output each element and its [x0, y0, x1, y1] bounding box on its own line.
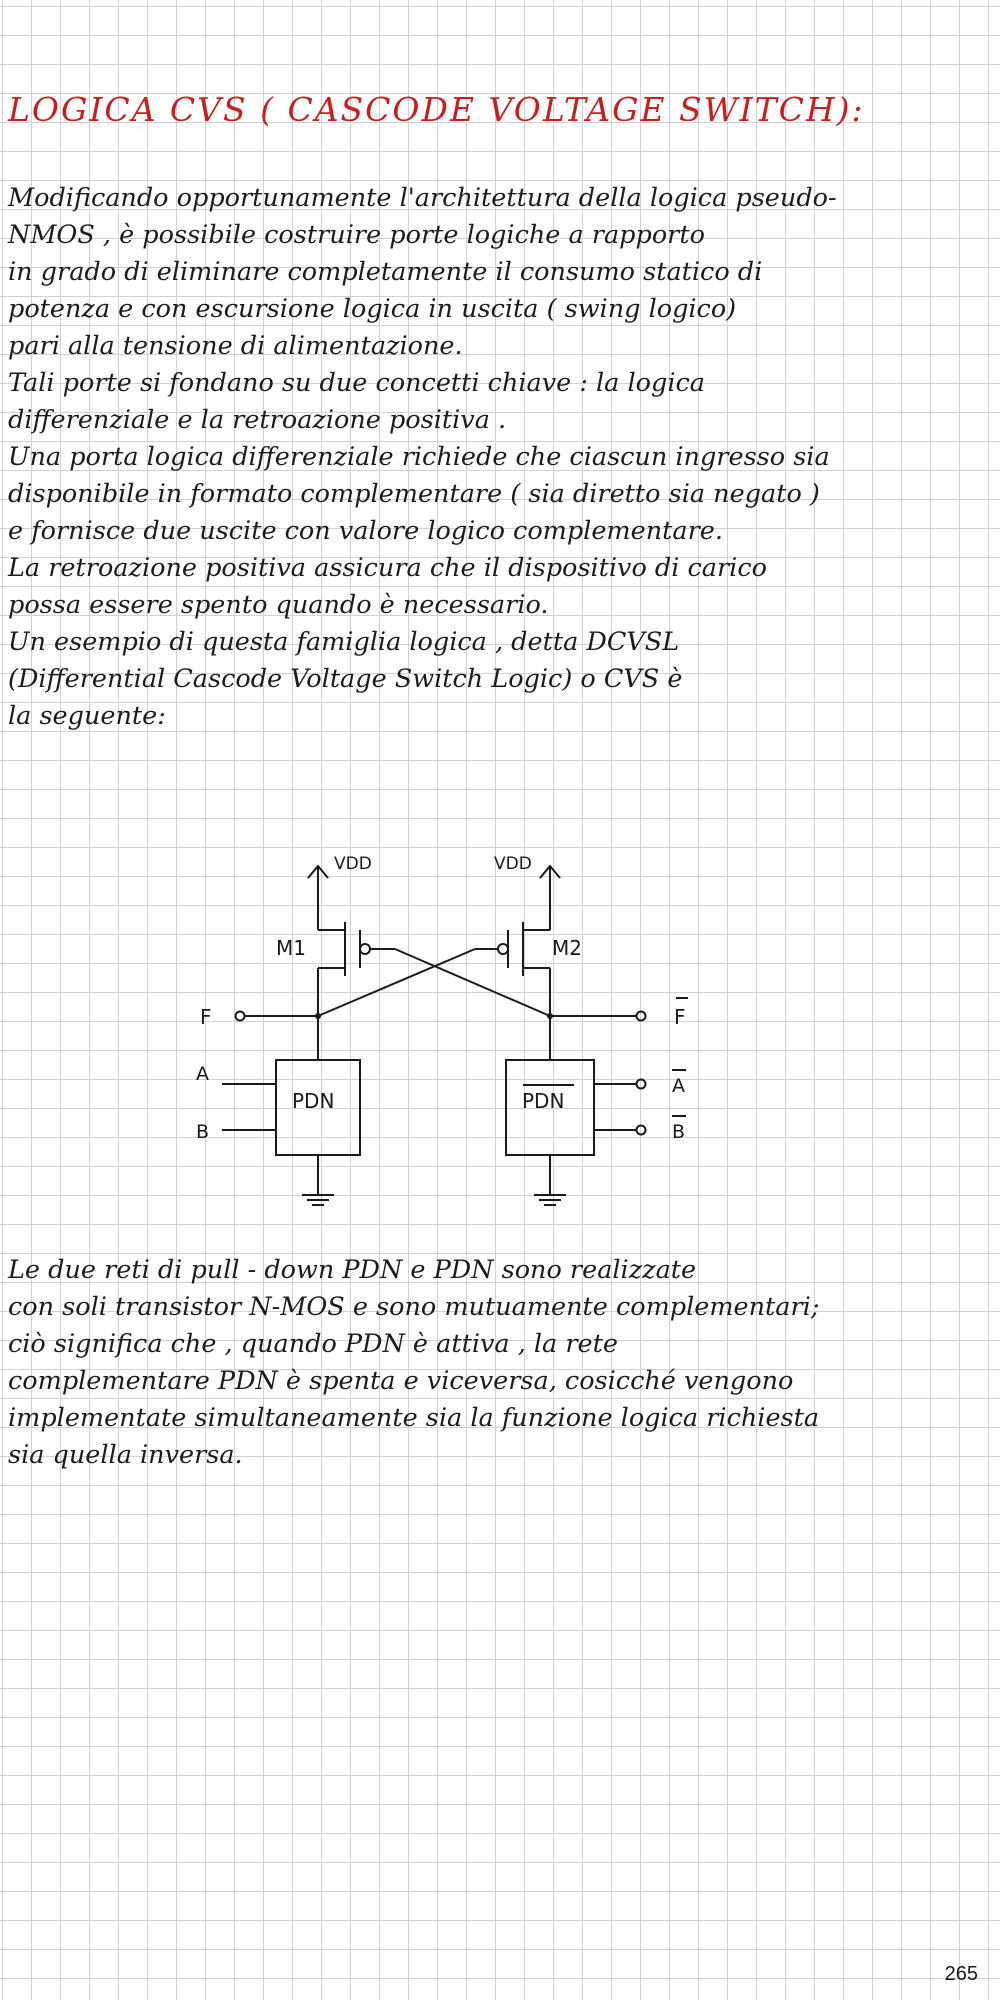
text-line: possa essere spento quando è necessario. [8, 590, 549, 620]
text-line: e fornisce due uscite con valore logico complementare. [8, 516, 723, 546]
text-line: disponibile in formato complementare ( sia diretto sia negato ) [8, 479, 820, 509]
text-line: complementare PDN è spenta e viceversa, cosicché vengono [8, 1366, 794, 1396]
output-f-label: F [200, 1005, 212, 1029]
right-node-dot [547, 1013, 553, 1019]
text-line: implementate simultaneamente sia la funzione logica richiesta [8, 1403, 820, 1433]
text-line: Tali porte si fondano su due concetti chiave : la logica [8, 368, 705, 398]
text-line: con soli transistor N-MOS e sono mutuamente complementari; [8, 1292, 820, 1322]
text-line: Un esempio di questa famiglia logica , detta DCVSL [8, 627, 680, 657]
m2-gate-bubble [498, 944, 508, 954]
pdn-explanation-paragraph [8, 1252, 993, 1474]
text-line: ciò significa che , quando PDN è attiva , la rete [8, 1329, 618, 1359]
output-fbar-label: F [674, 1005, 686, 1029]
input-a-label: A [196, 1063, 209, 1085]
cross-wire-2 [318, 949, 475, 1016]
output-f-terminal [236, 1012, 245, 1021]
m2-label: M2 [552, 936, 582, 960]
m1-gate-bubble [360, 944, 370, 954]
text-line: Una porta logica differenziale richiede che ciascun ingresso sia [8, 442, 830, 472]
m1-label: M1 [276, 936, 306, 960]
text-line: NMOS , è possibile costruire porte logiche a rapporto [8, 220, 705, 250]
dcvsl-circuit-diagram [150, 840, 750, 1220]
output-fbar-terminal [637, 1012, 646, 1021]
pdn-bar-label: PDN [522, 1089, 565, 1113]
text-line: La retroazione positiva assicura che il dispositivo di carico [8, 553, 767, 583]
text-line: la seguente: [8, 701, 166, 731]
input-abar-terminal [637, 1080, 646, 1089]
page-title: LOGICA CVS ( CASCODE VOLTAGE SWITCH): [8, 90, 865, 129]
text-line: Le due reti di pull - down PDN e PDN sono realizzate [8, 1255, 697, 1285]
intro-paragraph [8, 180, 993, 735]
input-bbar-terminal [637, 1126, 646, 1135]
text-line: (Differential Cascode Voltage Switch Logic) o CVS è [8, 664, 683, 694]
text-line: pari alla tensione di alimentazione. [8, 331, 463, 361]
text-line: sia quella inversa. [8, 1440, 243, 1470]
pdn-label: PDN [292, 1089, 335, 1113]
input-bbar-label: B [672, 1121, 686, 1143]
cross-wire-1 [395, 949, 550, 1016]
input-abar-label: A [672, 1075, 685, 1097]
text-line: in grado di eliminare completamente il consumo statico di [8, 257, 763, 287]
page-number: 265 [944, 1963, 978, 1985]
text-line: Modificando opportunamente l'architettura della logica pseudo- [8, 183, 837, 213]
text-line: potenza e con escursione logica in uscita ( swing logico) [8, 294, 737, 324]
left-node-dot [315, 1013, 321, 1019]
vdd-left-label: VDD [334, 854, 372, 874]
vdd-right-label: VDD [494, 854, 532, 874]
text-line: differenziale e la retroazione positiva . [8, 405, 507, 435]
input-b-label: B [196, 1121, 210, 1143]
